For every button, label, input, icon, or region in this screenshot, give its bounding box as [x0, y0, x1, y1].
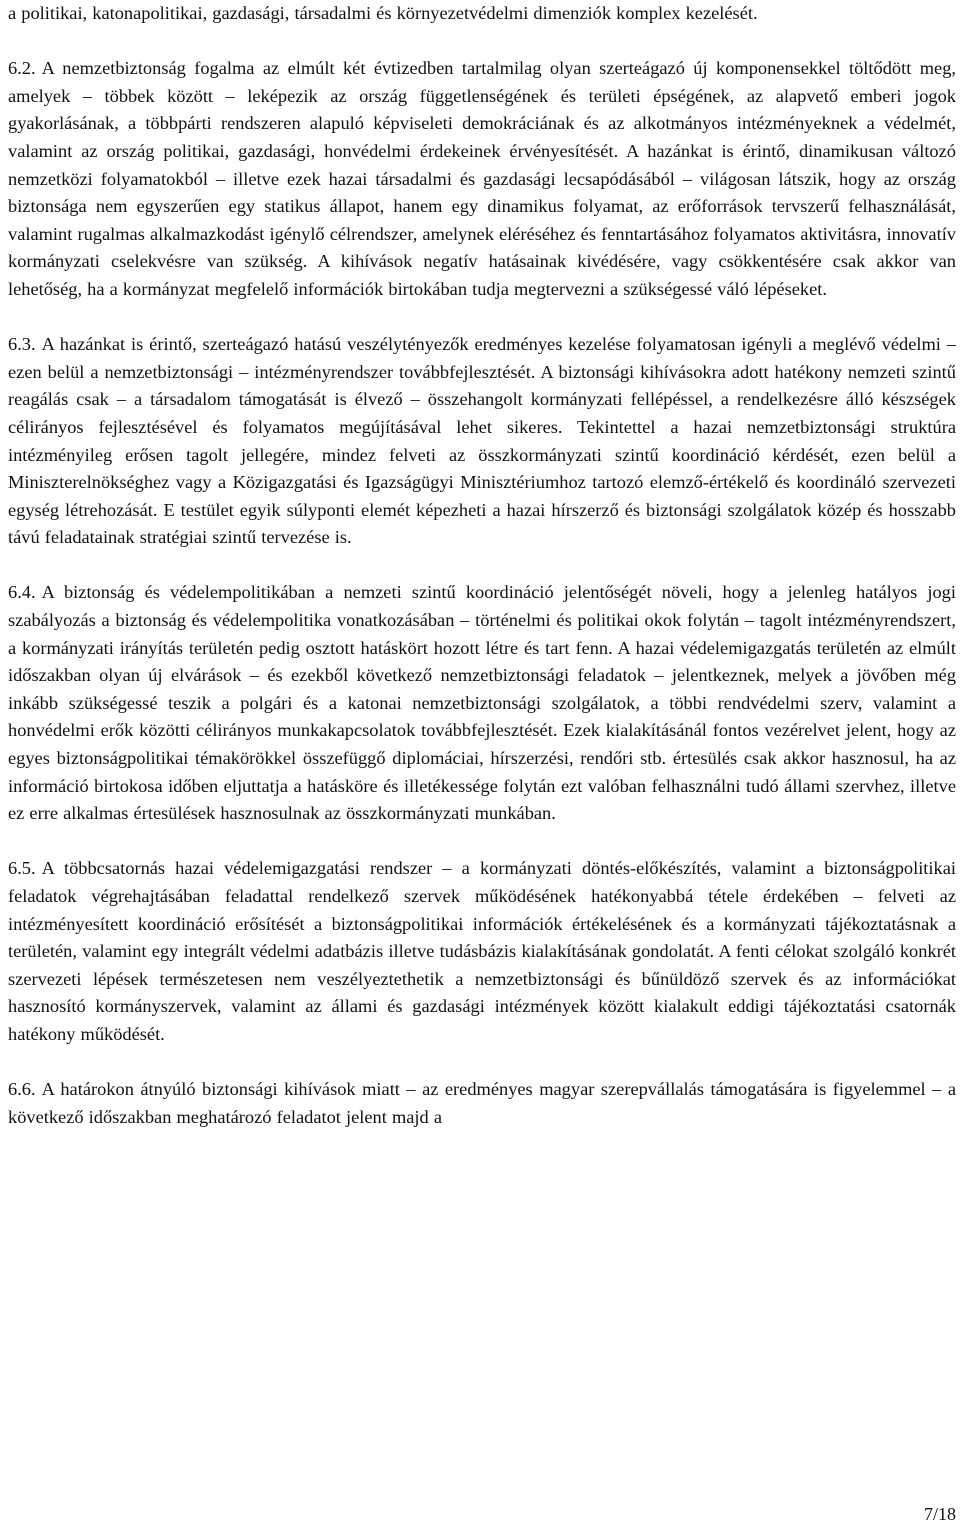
- section-text: A nemzetbiztonság fogalma az elmúlt két évtizedben tartalmilag olyan szerteágazó új komponensekkel töltődött meg, amelyek – többek között – leképezik az ország függetlenségének és területi épségének, az alapvető emberi jogok gyakorlásának, a többpárti rendszeren alapuló képviseleti demokráciának és az alkotmányos intézményeknek a védelmét, valamint az ország politikai, gazdasági, honvédelmi érdekeinek érvényesítését. A hazánkat is érintő, dinamikusan változó nemzetközi folyamatokból – illetve ezek hazai társadalmi és gazdasági lecsapódásából – világosan látszik, hogy az ország biztonsága nem egyszerűen egy statikus állapot, hanem egy dinamikus folyamat, az erőforrások tervszerű felhasználását, valamint rugalmas alkalmazkodást igénylő célrendszer, amelynek eléréséhez és fenntartásához folyamatos aktivitásra, innovatív kormányzati cselekvésre van szükség. A kihívások negatív hatásainak kivédésére, vagy csökkentésére csak akkor van lehetőség, ha a kormányzat megfelelő információk birtokában tudja megtervezni a szükségessé váló lépéseket.: [8, 58, 956, 299]
- section-text: A biztonság és védelempolitikában a nemzeti szintű koordináció jelentőségét növeli, hogy a jelenleg hatályos jogi szabályozás a biztonság és védelempolitika vonatkozásában – történelmi és politikai okok folytán – tagolt intézményrendszert, a kormányzati irányítás területén pedig osztott hatáskört hozott létre és tart fenn. A hazai védelemigazgatás területén az elmúlt időszakban olyan új elvárások – és ezekből következő nemzetbiztonsági feladatok – jelentkeznek, melyek a jövőben még inkább szükségessé teszik a polgári és a katonai nemzetbiztonsági szolgálatok, a többi rendvédelmi szerv, valamint a honvédelmi erők közötti célirányos munkakapcsolatok továbbfejlesztését. Ezek kialakításánál fontos vezérelvet jelent, hogy az egyes biztonságpolitikai témakörökkel összefüggő diplomáciai, hírszerzési, rendőri stb. értesülés csak akkor hasznosul, ha az információ birtokosa időben eljuttatja a hatásköre és illetékessége folytán ezt valóban felhasználni tudó állami szervhez, illetve ez erre alkalmas értesülések hasznosulnak az összkormányzati munkában.: [8, 582, 956, 824]
- section-text: A határokon átnyúló biztonsági kihívások miatt – az eredményes magyar szerepvállalás támogatására is figyelemmel – a következő időszakban meghatározó feladatot jelent majd a: [8, 1079, 956, 1127]
- section-text: A hazánkat is érintő, szerteágazó hatású veszélytényezők eredményes kezelése folyamatosan igényli a meglévő védelmi – ezen belül a nemzetbiztonsági – intézményrendszer továbbfejlesztését. A biztonsági kihívásokra adott hatékony nemzeti szintű reagálás csak – a társadalom támogatását is élvező – összehangolt kormányzati fellépéssel, a rendelkezésre álló készségek célirányos fejlesztésével és folyamatos megújításával lehet sikeres. Tekintettel a hazai nemzetbiztonsági struktúra intézményileg erősen tagolt jellegére, mindez felveti az összkormányzati szintű koordináció kérdését, ezen belül a Miniszterelnökséghez vagy a Közigazgatási és Igazságügyi Minisztériumhoz tartozó elemző-értékelő és koordináló szervezeti egység létrehozását. E testület egyik súlyponti elemét képezheti a hazai hírszerző és biztonsági szolgálatok közép és hosszabb távú feladatainak stratégiai szintű tervezése is.: [8, 334, 956, 548]
- intro-paragraph: a politikai, katonapolitikai, gazdasági, társadalmi és környezetvédelmi dimenziók komplex kezelését.: [8, 3, 758, 23]
- section-6-3: [8, 331, 956, 552]
- section-number: 6.5.: [8, 858, 36, 879]
- section-6-6: [8, 1076, 956, 1131]
- section-number: 6.4.: [8, 582, 36, 603]
- section-number: 6.6.: [8, 1079, 36, 1100]
- section-6-5: [8, 855, 956, 1048]
- section-number: 6.2.: [8, 58, 36, 79]
- section-6-4: [8, 579, 956, 827]
- section-6-2: [8, 55, 956, 303]
- section-text: A többcsatornás hazai védelemigazgatási rendszer – a kormányzati döntés-előkészítés, valamint a biztonságpolitikai feladatok végrehajtásában feladattal rendelkező szervek működésének hatékonyabbá tétele érdekében – felveti az intézményesített koordináció erősítését a biztonságpolitikai információk értékelésének és a kormányzati tájékoztatásnak a területén, valamint egy integrált védelmi adatbázis illetve tudásbázis kialakításának gondolatát. A fenti célokat szolgáló konkrét szervezeti lépések természetesen nem veszélyeztethetik a nemzetbiztonsági és bűnüldöző szervek és az információkat hasznosító kormányszervek, valamint az állami és gazdasági intézmények között kialakult eddigi tájékoztatási csatornák hatékony működését.: [8, 858, 956, 1044]
- section-number: 6.3.: [8, 334, 36, 355]
- page-number: 7/18: [923, 1504, 956, 1524]
- document-page: [8, 0, 956, 1131]
